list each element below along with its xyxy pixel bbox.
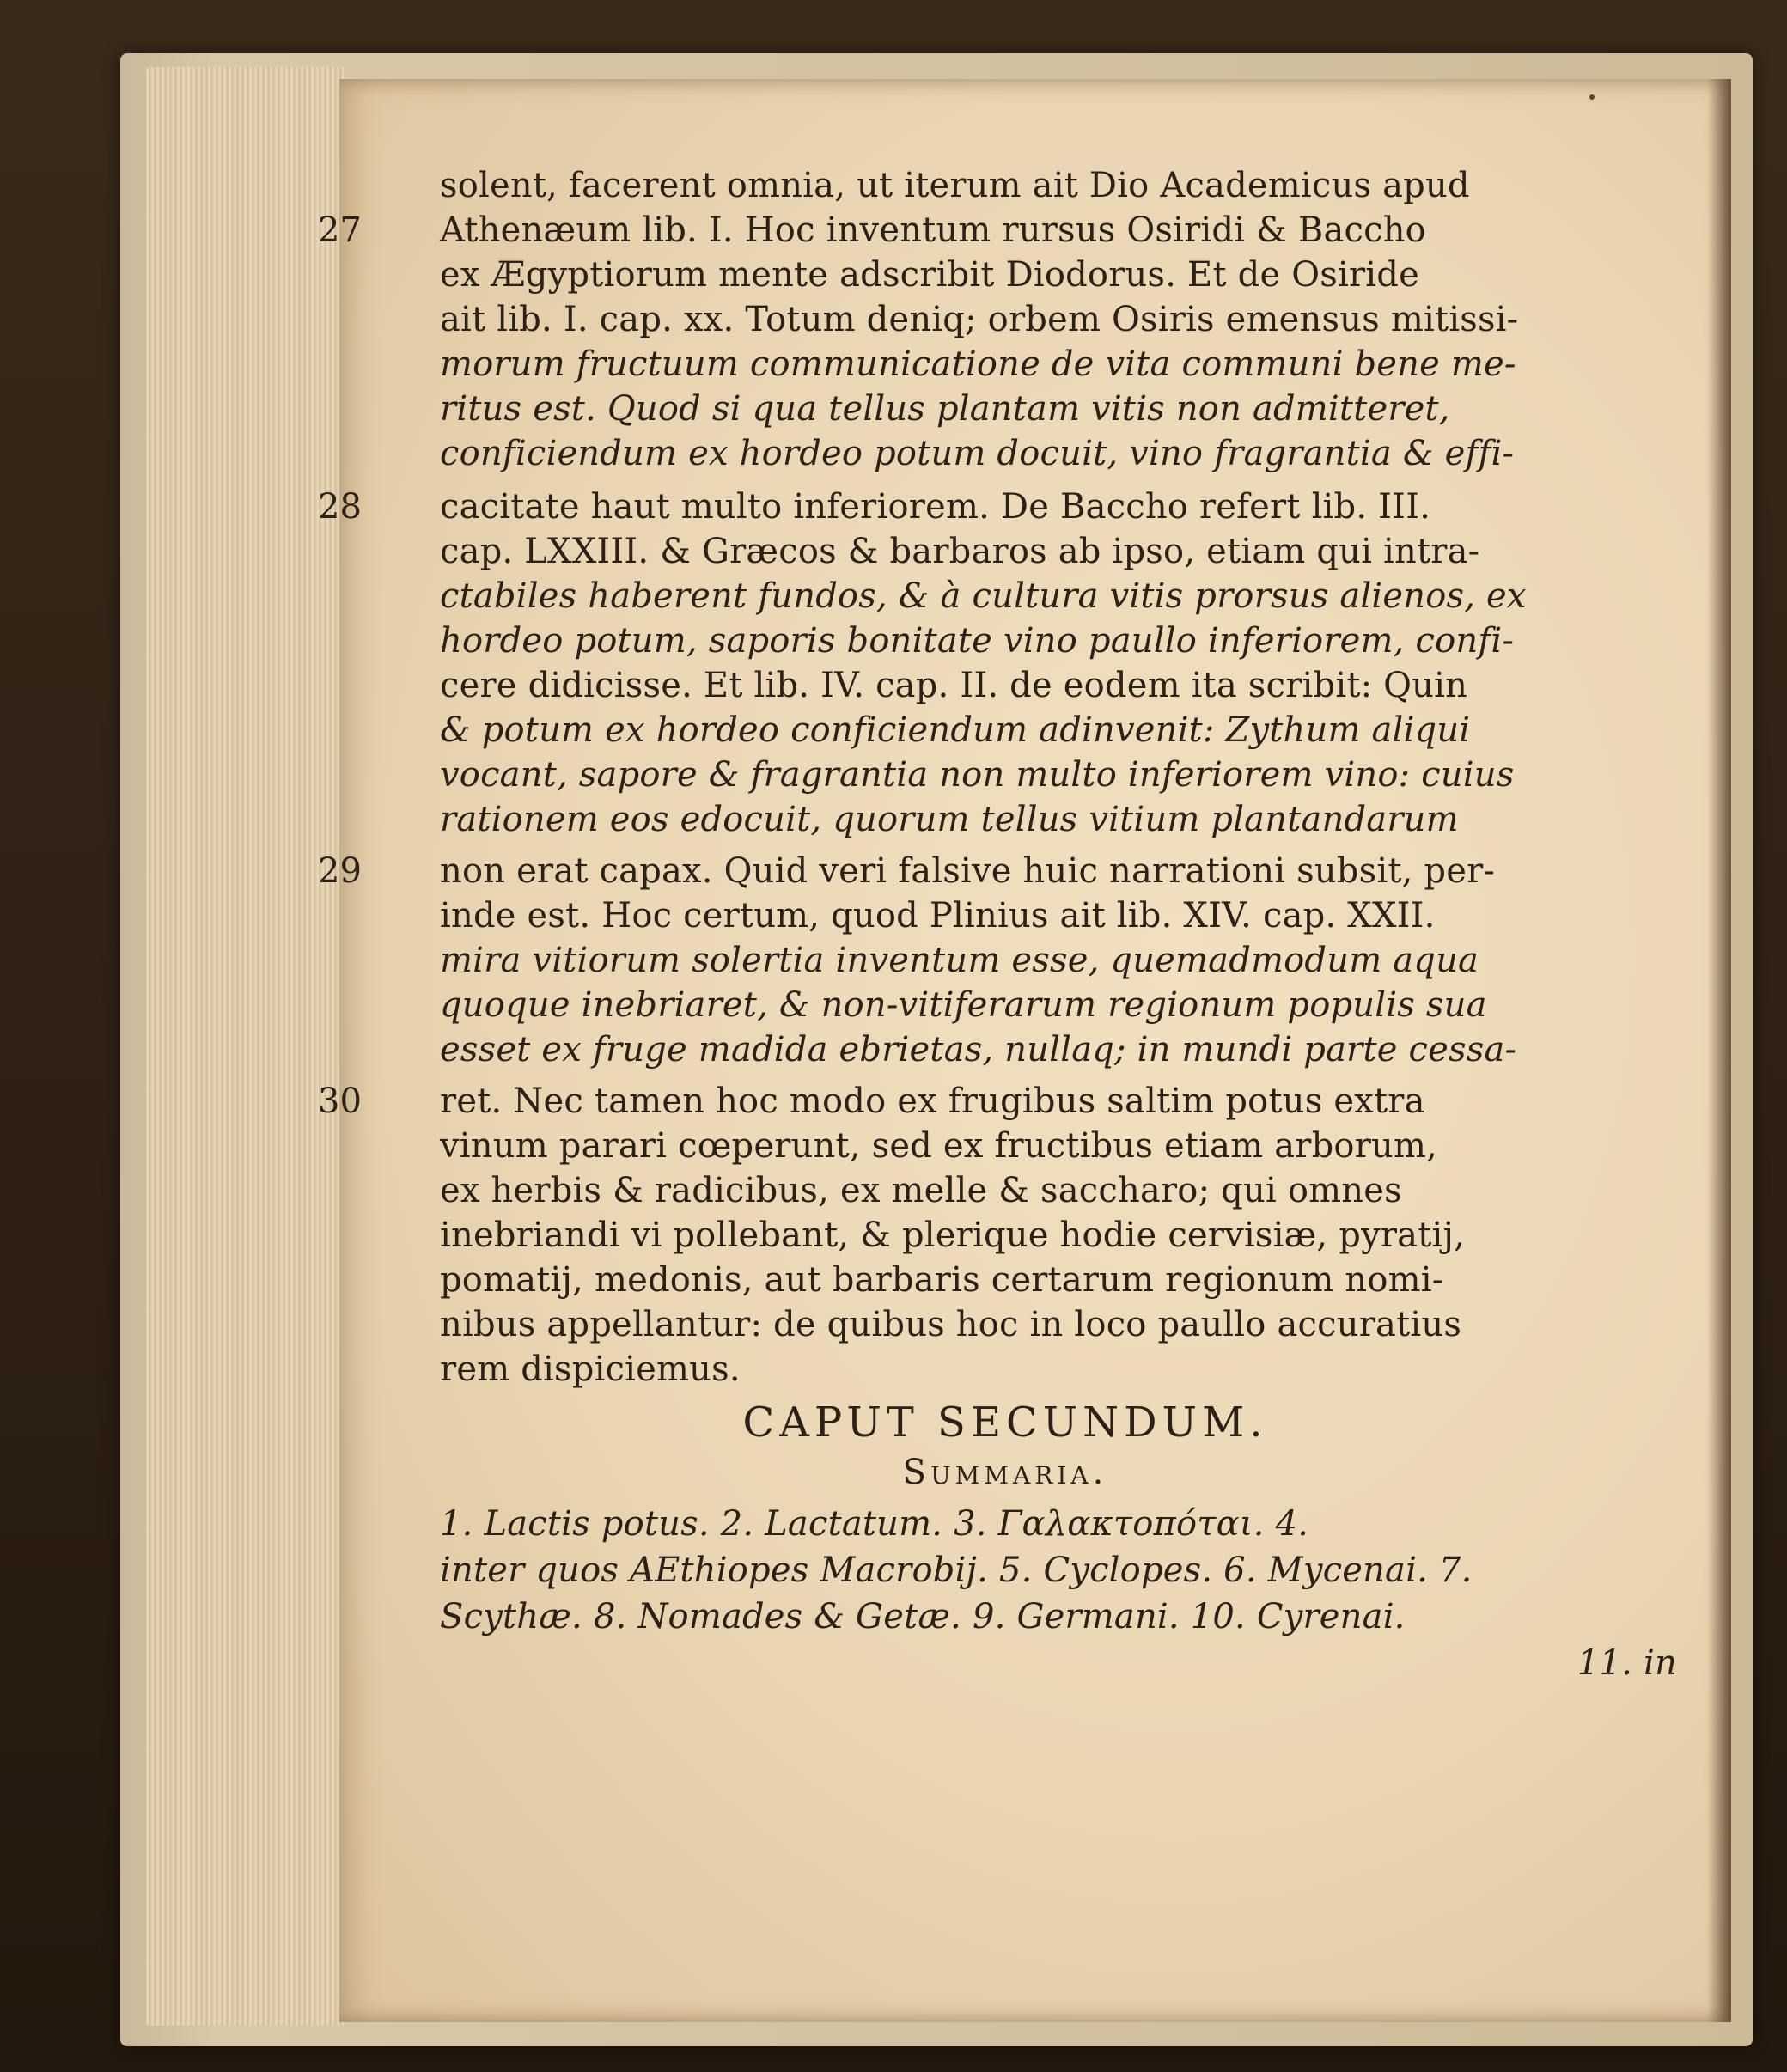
line-text: ex Ægyptiorum mente adscribit Diodorus. Et de Osiride [440, 255, 1419, 295]
line-text: cap. LXXIII. & Græcos & barbaros ab ipso, etiam qui intra- [440, 532, 1480, 571]
line-text: & potum ex hordeo conficiendum adinvenit: Zythum aliqui [440, 710, 1471, 750]
text-line [318, 983, 1692, 1027]
line-number: 30 [318, 1082, 362, 1121]
line-number: 29 [318, 851, 362, 891]
line-text: Athenæum lib. I. Hoc inventum rursus Osiridi & Baccho [440, 210, 1426, 250]
line-text: non erat capax. Quid veri falsive huic narrationi subsit, per- [440, 851, 1496, 891]
line-number: 27 [318, 210, 362, 250]
summary-line [318, 1502, 1692, 1546]
summary-text: 1. Lactis potus. 2. Lactatum. 3. Γαλακτοπόται. 4. [440, 1504, 1309, 1544]
ink-spot [1589, 94, 1595, 100]
text-line [318, 1213, 1692, 1258]
line-text: vinum parari cœperunt, sed ex fructibus etiam arborum, [440, 1126, 1438, 1166]
chapter-heading: CAPUT SECUNDUM. [742, 1399, 1268, 1447]
text-line [318, 431, 1692, 476]
text-line [318, 1168, 1692, 1213]
line-text: nibus appellantur: de quibus hoc in loco paullo accuratius [440, 1305, 1462, 1344]
line-text: ex herbis & radicibus, ex melle & saccharo; qui omnes [440, 1171, 1402, 1210]
line-text: conficiendum ex hordeo potum docuit, vino fragrantia & effi- [440, 434, 1515, 473]
line-text: vocant, sapore & fragrantia non multo inferiorem vino: cuius [440, 755, 1515, 795]
text-line [318, 1124, 1692, 1168]
line-text: ctabiles haberent fundos, & à cultura vitis prorsus alienos, ex [440, 576, 1527, 616]
text-line [318, 208, 1692, 253]
summary-text: Scythæ. 8. Nomades & Getæ. 9. Germani. 10. Cyrenai. [440, 1597, 1406, 1636]
text-line [318, 387, 1692, 431]
line-text: solent, facerent omnia, ut iterum ait Dio Academicus apud [440, 166, 1470, 205]
text-line [318, 797, 1692, 842]
summary-heading: Summaria. [902, 1453, 1108, 1492]
line-text: inde est. Hoc certum, quod Plinius ait lib. XIV. cap. XXII. [440, 896, 1436, 935]
text-line [318, 574, 1692, 619]
summary-text: inter quos AEthiopes Macrobij. 5. Cyclopes. 6. Mycenai. 7. [440, 1551, 1473, 1590]
line-text: pomatij, medonis, aut barbaris certarum regionum nomi- [440, 1260, 1444, 1300]
summary-line [318, 1594, 1692, 1639]
text-line [318, 529, 1692, 574]
line-text: rem dispiciemus. [440, 1350, 741, 1389]
catchword: 11. in [1577, 1643, 1677, 1683]
text-line [318, 1027, 1692, 1072]
text-line [318, 253, 1692, 297]
summary-line [318, 1548, 1692, 1593]
page-edges [146, 67, 344, 2026]
line-text: cacitate haut multo inferiorem. De Baccho refert lib. III. [440, 487, 1431, 527]
text-line [318, 619, 1692, 663]
text-line [318, 663, 1692, 708]
text-line [318, 893, 1692, 938]
text-line [318, 163, 1692, 208]
text-line [318, 1258, 1692, 1302]
line-text: ret. Nec tamen hoc modo ex frugibus saltim potus extra [440, 1082, 1425, 1121]
text-line [318, 484, 1692, 529]
text-line [318, 342, 1692, 387]
line-text: hordeo potum, saporis bonitate vino paullo inferiorem, confi- [440, 621, 1515, 661]
text-line [318, 753, 1692, 797]
line-number: 28 [318, 487, 362, 527]
text-line [318, 938, 1692, 983]
text-line [318, 1347, 1692, 1392]
line-text: esset ex fruge madida ebrietas, nullaq; in mundi parte cessa- [440, 1030, 1517, 1070]
line-text: quoque inebriaret, & non-vitiferarum regionum populis sua [440, 985, 1487, 1025]
text-line [318, 1302, 1692, 1347]
catchword-line [318, 1641, 1692, 1685]
line-text: ait lib. I. cap. xx. Totum deniq; orbem Osiris emensus mitissi- [440, 300, 1519, 339]
line-text: mira vitiorum solertia inventum esse, quemadmodum aqua [440, 941, 1479, 980]
line-text: morum fructuum communicatione de vita communi bene me- [440, 344, 1516, 384]
line-text: rationem eos edocuit, quorum tellus vitium plantandarum [440, 800, 1459, 839]
line-text: inebriandi vi pollebant, & plerique hodie cervisiæ, pyratij, [440, 1216, 1466, 1255]
line-text: cere didicisse. Et lib. IV. cap. II. de eodem ita scribit: Quin [440, 666, 1468, 705]
text-line [318, 297, 1692, 342]
page-gutter [1707, 79, 1731, 2022]
text-line [318, 1079, 1692, 1124]
text-line [318, 849, 1692, 893]
line-text: ritus est. Quod si qua tellus plantam vitis non admitteret, [440, 389, 1450, 429]
text-line [318, 708, 1692, 753]
